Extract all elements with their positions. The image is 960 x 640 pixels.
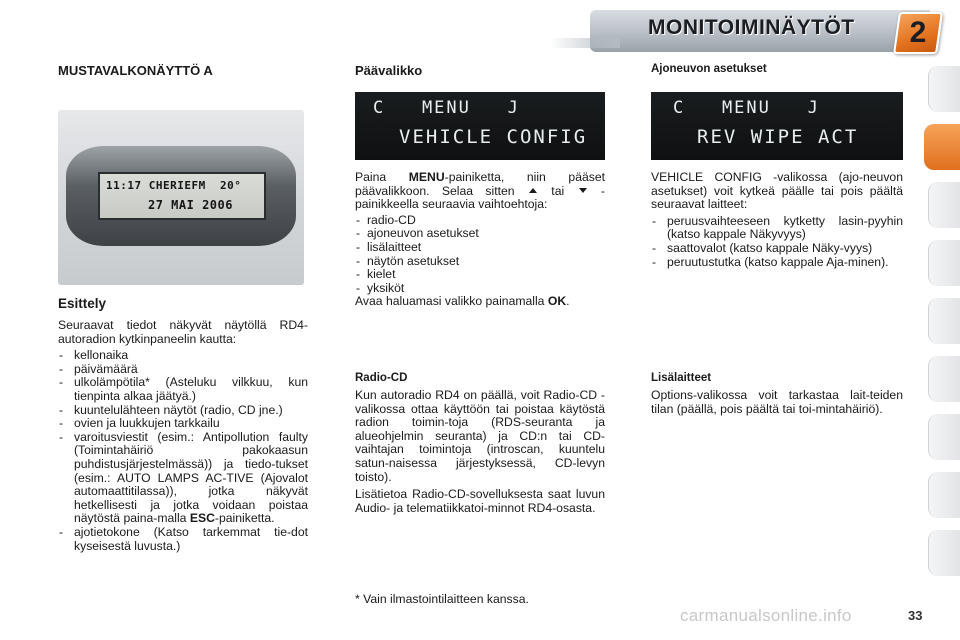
list-item: - ajoneuvon asetukset [355,227,605,241]
display-a-heading: MUSTAVALKONÄYTTÖ A [58,63,213,78]
list-item: - peruusvaihteeseen kytketty lasin-pyyhin (katso kappale Näkyvyys) [651,215,903,242]
chapter-tab-1[interactable] [928,66,960,112]
page-header [0,0,960,62]
page-number: 33 [908,608,923,623]
arrow-down-icon [579,188,587,193]
radio-display-photo [58,110,304,285]
radio-cd-block [355,389,605,515]
main-menu-paragraph [355,171,605,212]
lcd-line-1: C MENU J [373,98,520,118]
list-item: - peruutustutka (katso kappale Aja-minen). [651,256,903,270]
main-menu-lcd [355,92,605,160]
chapter-tab-7[interactable] [928,414,960,460]
lcd-line-1: C MENU J [673,98,820,118]
chapter-tab-3[interactable] [928,182,960,228]
chapter-number: 2 [909,16,927,49]
warning-text: varoitusviestit (esim.: Antipollution faulty (Toimintahäiriö pakokaasun puhdistusjärjestelmässä)) ja tiedo-tukset (esim.: AUTO LAMPS AC-TIVE (Ajovalot automaattitilassa)), jotka näkyvät hetkellisesti ja jotka voidaan poistaa näytöstä paina-malla [74,429,308,526]
esc-label: ESC [189,511,215,526]
footnote: * Vain ilmastointilaitteen kanssa. [355,592,529,606]
chapter-number-badge [893,12,943,54]
arrow-up-icon [529,188,537,193]
radio-cd-heading: Radio-CD [355,372,408,384]
menu-label: MENU [408,170,445,184]
vehicle-settings-block [651,171,903,269]
list-item: - yksiköt [355,282,605,296]
vehicle-config-lcd [651,92,903,160]
lcd-line-2: VEHICLE CONFIG [399,126,588,148]
text-run: . [566,294,570,309]
chapter-tab-8[interactable] [928,472,960,518]
main-menu-heading: Päävalikko [355,63,423,78]
list-item: - päivämäärä [58,363,308,377]
intro-block [58,319,308,553]
intro-list [58,349,308,553]
vehicle-settings-text: VEHICLE CONFIG -valikossa (ajo-neuvon asetukset) voit kytkeä päälle tai pois päältä seuraavat laitteet: [651,170,903,212]
watermark: carmanualsonline.info [680,606,852,625]
lcd-line-2: REV WIPE ACT [697,126,859,148]
list-item: - näytön asetukset [355,255,605,269]
esc-suffix: -painiketta. [214,511,275,526]
vehicle-settings-list [651,215,903,269]
extras-heading: Lisälaitteet [651,372,712,384]
list-item: - lisälaitteet [355,241,605,255]
list-item: - ulkolämpötila* (Asteluku vilkkuu, kun tienpinta alkaa jäätyä.) [58,376,308,403]
list-item: - kielet [355,268,605,282]
chapter-tab-4[interactable] [928,240,960,286]
radio-cd-more: Lisätietoa Radio-CD-sovelluksesta saat luvun Audio- ja telematiikkatoi-minnot RD4-osasta. [355,487,605,515]
list-item: - kellonaika [58,349,308,363]
list-item [58,431,308,526]
radio-screen-line-2: 27 MAI 2006 [148,198,233,212]
vehicle-settings-heading: Ajoneuvon asetukset [651,63,767,75]
extras-block [651,389,903,416]
chapter-tabs [928,66,960,576]
text-run: -painikkeella seuraavia vaihtoehtoja: [355,183,605,212]
list-item: - ajotietokone (Katso tarkemmat tie-dot kyseisestä luvusta.) [58,526,308,553]
list-item: - kuuntelulähteen näytöt (radio, CD jne.) [58,404,308,418]
list-item: - ovien ja luukkujen tarkkailu [58,417,308,431]
radio-screen [98,172,266,220]
intro-text: Seuraavat tiedot näkyvät näytöllä RD4-autoradion kytkinpaneelin kautta: [58,318,308,346]
extras-text: Options-valikossa voit tarkastaa lait-teiden tilan (päällä, pois päältä tai toi-mintahäiriö). [651,388,903,416]
text-run: Avaa haluamasi valikko painamalla [355,294,548,309]
text-run: tai [538,183,577,198]
radio-cd-text: Kun autoradio RD4 on päällä, voit Radio-CD -valikossa ottaa käyttöön tai poistaa käytöstä radion toimin-toja (RDS-seuranta ja alueohjelmin seuranta) ja CD:n tai CD-vaihtajan toimintoja (introscan, kuuntelu satun-naisessa järjestyksessä, CD-levyn toisto). [355,388,605,484]
ok-label: OK [547,294,567,309]
chapter-title: MONITOIMINÄYTÖT [648,16,855,39]
chapter-tab-2[interactable] [924,124,960,170]
radio-screen-line-1: 11:17 CHERIEFM 20° [106,179,242,192]
main-menu-list [355,214,605,296]
chapter-tab-5[interactable] [928,298,960,344]
text-run: -painiketta, niin pääset päävalikkoon. Selaa sitten [355,170,606,198]
chapter-tab-9[interactable] [928,530,960,576]
chapter-tab-6[interactable] [928,356,960,402]
text-run: Paina [355,170,409,184]
list-item: - saattovalot (katso kappale Näky-vyys) [651,242,903,256]
main-menu-block [355,171,605,309]
intro-heading: Esittely [58,296,107,311]
select-instruction [355,295,605,309]
list-item: - radio-CD [355,214,605,228]
